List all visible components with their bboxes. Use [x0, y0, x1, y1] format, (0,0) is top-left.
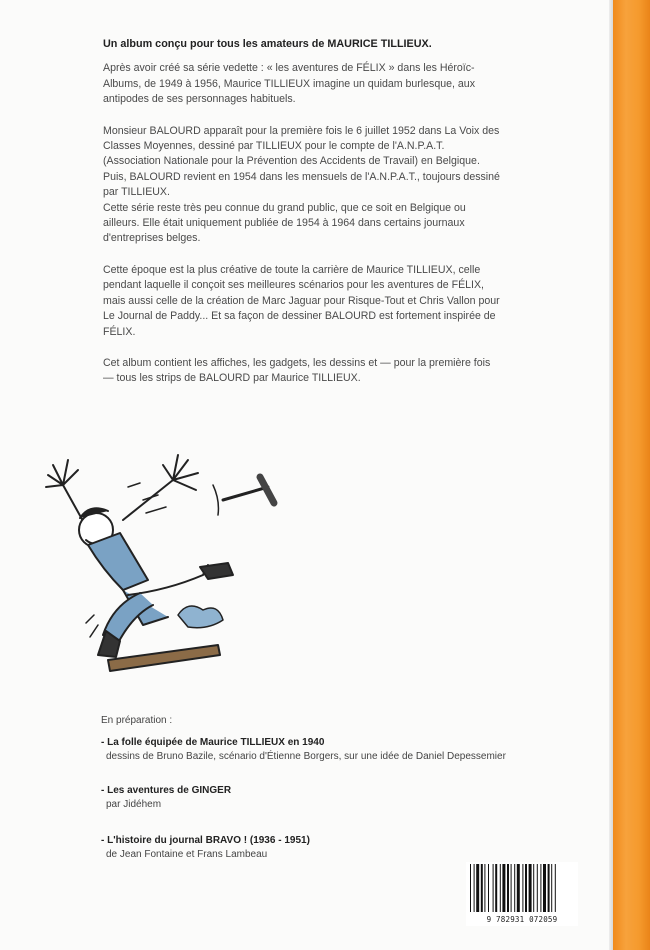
balourd-falling-man-drawing [28, 445, 288, 695]
paragraph-2: Monsieur BALOURD apparaît pour la première fois le 6 juillet 1952 dans La Voix des Classes Moyennes, dessiné par TILLIEUX pour le compte de l'A.N.P.A.T. (Association Nationale pour la Prévention des Accidents de Travail) en Belgique. Puis, BALOURD revient en 1954 dans les mensuels de l'A.N.P.A.T., toujours dessiné par TILLIEUX. [103, 124, 500, 199]
book-credit: par Jidéhem [106, 799, 162, 810]
barcode-digits: 9 782931 072059 [486, 915, 558, 924]
barcode-bar [525, 864, 527, 912]
paragraph-3: Cette série reste très peu connue du grand public, que ce soit en Belgique ou ailleurs. Elle était uniquement publiée de 1954 à 1964 dans certains journaux d'entreprises belges. [103, 201, 466, 245]
barcode-bar [474, 864, 475, 912]
orange-spine [613, 0, 650, 950]
book-item [101, 736, 506, 764]
intro-text [103, 37, 503, 387]
book-credit: dessins de Bruno Bazile, scénario d'Étienne Borgers, sur une idée de Daniel Depessemier [106, 751, 506, 762]
barcode-bar [517, 864, 520, 912]
barcode-bar [484, 864, 485, 912]
preparation-title: En préparation : [101, 715, 173, 726]
barcode-bar [543, 864, 546, 912]
barcode-bar [500, 864, 501, 912]
barcode-bar [488, 864, 489, 912]
book-credit: de Jean Fontaine et Frans Lambeau [106, 849, 268, 860]
book-title: - Les aventures de GINGER [101, 785, 232, 796]
paragraph-4: Cette époque est la plus créative de toute la carrière de Maurice TILLIEUX, celle pendant laquelle il conçoit ses meilleures scénarios pour les aventures de FÉLIX, mais aussi celle de la création de Marc Jaguar pour Risque-Tout et Chris Vallon pour Le Journal de Paddy... Et sa façon de dessiner BALOURD est fortement inspirée de FÉLIX. [103, 263, 500, 338]
barcode-bar [507, 864, 509, 912]
barcode-bar [476, 864, 479, 912]
barcode-bar [493, 864, 494, 912]
book-item [101, 834, 310, 862]
barcode-bar [537, 864, 538, 912]
barcode-bar [551, 864, 552, 912]
book-item [101, 784, 231, 812]
barcode-bar [470, 864, 471, 912]
barcode-bar [540, 864, 541, 912]
barcode-bars [466, 862, 578, 914]
barcode-bar [511, 864, 512, 912]
barcode [466, 862, 578, 926]
barcode-bar [555, 864, 556, 912]
book-title: - L'histoire du journal BRAVO ! (1936 - 1951) [101, 835, 310, 846]
paragraph-1: Après avoir créé sa série vedette : « les aventures de FÉLIX » dans les Héroïc-Albums, de 1949 à 1956, Maurice TILLIEUX imagine un quidam burlesque, aux antipodes de ses personnages habituels. [103, 62, 475, 106]
barcode-bar [495, 864, 497, 912]
barcode-bar [522, 864, 523, 912]
paragraph-5: Cet album contient les affiches, les gadgets, les dessins et — pour la première fois — tous les strips de BALOURD par Maurice TILLIEUX. [103, 356, 491, 385]
barcode-bar [529, 864, 532, 912]
barcode-bar [548, 864, 550, 912]
barcode-bar [533, 864, 534, 912]
barcode-bar [502, 864, 505, 912]
book-title: - La folle équipée de Maurice TILLIEUX en 1940 [101, 737, 325, 748]
intro-heading: Un album conçu pour tous les amateurs de MAURICE TILLIEUX. [103, 38, 432, 50]
barcode-bar [514, 864, 515, 912]
barcode-bar [481, 864, 483, 912]
